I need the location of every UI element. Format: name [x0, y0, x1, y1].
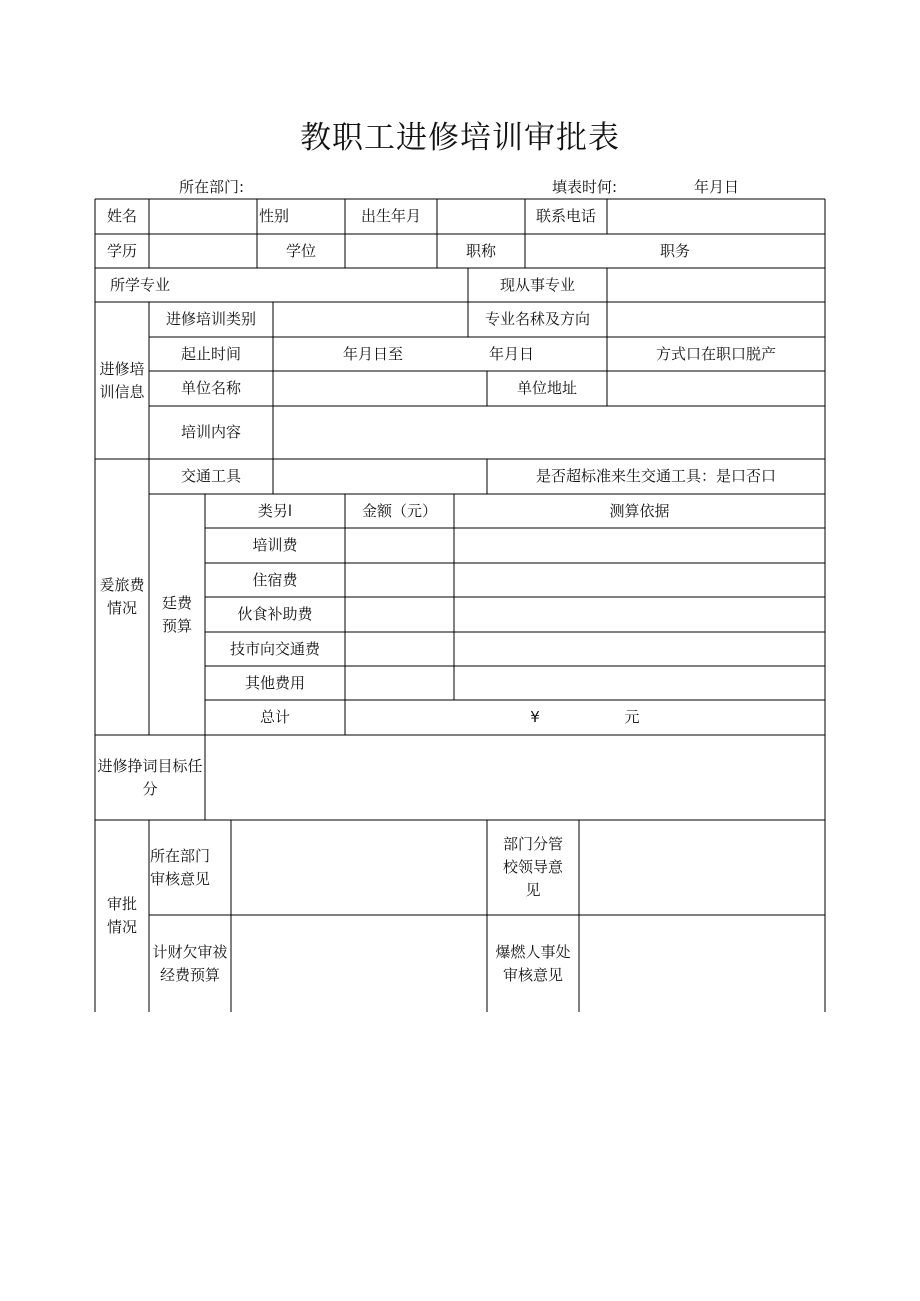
birth-label: 出生年月 — [360, 207, 421, 225]
birth-field[interactable] — [437, 199, 525, 234]
amount-field[interactable] — [345, 597, 454, 632]
budget-item-lodging: 住宿费 — [252, 570, 298, 589]
category-header: 类另l — [257, 501, 293, 520]
unit-name-label: 单位名称 — [180, 379, 241, 397]
amount-field[interactable] — [345, 666, 454, 700]
content-field[interactable] — [273, 406, 825, 459]
department-label: 所在部门: — [179, 178, 245, 196]
total-unit: 元 — [624, 708, 640, 726]
current-major-field[interactable] — [607, 268, 825, 302]
budget-item-other: 其他费用 — [244, 673, 305, 692]
amount-field[interactable] — [345, 528, 454, 563]
position-label: 职务 — [659, 241, 690, 260]
period-from[interactable]: 年月日至 — [342, 344, 403, 363]
training-category-field[interactable] — [273, 302, 468, 337]
budget-item-training: 培训费 — [252, 536, 298, 554]
basis-field[interactable] — [454, 597, 825, 632]
period-to[interactable]: 年月日 — [489, 344, 535, 363]
unit-address-label: 单位地址 — [516, 379, 577, 397]
amount-field[interactable] — [345, 632, 454, 666]
phone-label: 联系电话 — [535, 207, 596, 225]
unit-name-field[interactable] — [273, 371, 487, 406]
over-standard-question[interactable]: 是否超标准来生交通工具：是口否口 — [535, 467, 776, 485]
hr-review-label: 爆燃人事处审核意见 — [495, 942, 571, 984]
hr-review-field[interactable] — [579, 915, 825, 1012]
goal-field[interactable] — [205, 735, 825, 820]
form-title: 教职工进修培训审批表 — [300, 120, 620, 156]
budget-label: 廷费预算 — [161, 593, 192, 635]
training-mode[interactable]: 方式口在职口脱产 — [655, 344, 776, 363]
budget-item-city-transport: 技市向交通费 — [229, 639, 320, 658]
travel-section-label: 爰旅费情况 — [99, 576, 145, 617]
amount-field[interactable] — [345, 563, 454, 597]
major-studied-label: 所学专业 — [110, 275, 171, 294]
basis-field[interactable] — [454, 528, 825, 563]
approval-section-label: 审批情况 — [106, 895, 137, 936]
major-direction-label: 专业名秫及方向 — [484, 310, 590, 328]
total-label: 总计 — [259, 708, 290, 726]
basis-header: 测算依据 — [609, 501, 670, 520]
budget-item-meals: 伙食补助费 — [237, 605, 313, 623]
degree-field[interactable] — [345, 234, 437, 268]
unit-address-field[interactable] — [607, 371, 825, 406]
transport-label: 交通工具 — [180, 467, 241, 485]
gender-label: 性别 — [259, 207, 290, 225]
total-amount-field[interactable] — [550, 700, 620, 735]
title-label: 职称 — [465, 241, 496, 260]
degree-label: 学位 — [285, 241, 316, 260]
dept-review-field[interactable] — [231, 820, 487, 915]
phone-field[interactable] — [607, 199, 825, 234]
finance-review-label: 计财欠审祓经费预算 — [152, 942, 228, 984]
amount-header: 金额（元） — [361, 501, 437, 520]
education-label: 学历 — [106, 241, 137, 260]
training-category-label: 进修培训类别 — [165, 310, 256, 328]
total-currency: ¥ — [530, 708, 540, 726]
leader-review-label: 部门分管校领导意见 — [502, 835, 563, 899]
basis-field[interactable] — [454, 563, 825, 597]
basis-field[interactable] — [454, 666, 825, 700]
transport-field[interactable] — [273, 459, 487, 494]
basis-field[interactable] — [454, 632, 825, 666]
period-label: 起止时间 — [180, 344, 241, 363]
fill-date-value: 年月日 — [694, 178, 740, 196]
fill-date-label: 填表时何: — [552, 178, 618, 196]
education-field[interactable] — [149, 234, 257, 268]
finance-review-field[interactable] — [231, 915, 487, 1012]
leader-review-field[interactable] — [579, 820, 825, 915]
training-section-label: 进修培训信息 — [99, 359, 145, 401]
content-label: 培训内容 — [180, 423, 241, 441]
dept-review-label: 所在部门审核意见 — [150, 846, 211, 888]
major-direction-field[interactable] — [607, 302, 825, 337]
goal-label: 进修挣词目标任分 — [97, 756, 203, 798]
name-label: 姓名 — [106, 207, 137, 225]
current-major-label: 现从事专业 — [499, 275, 575, 294]
name-field[interactable] — [149, 199, 257, 234]
